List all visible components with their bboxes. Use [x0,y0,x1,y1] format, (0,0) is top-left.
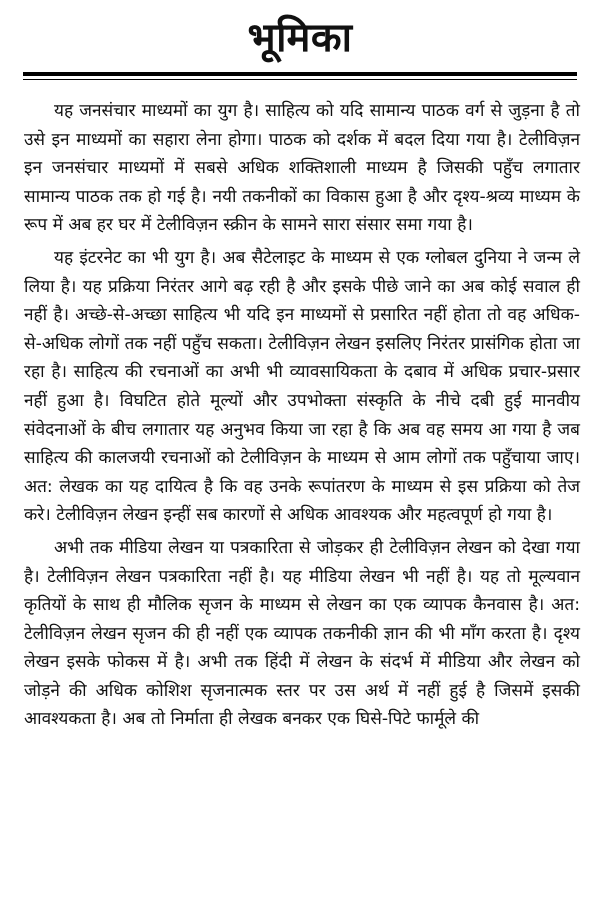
paragraph-3: अभी तक मीडिया लेखन या पत्रकारिता से जोड़कर ही टेलीविज़न लेखन को देखा गया है। टेलीविज़न लेखन पत्रकारिता नहीं है। यह मीडिया लेखन भी नहीं है। यह तो मूल्यवान कृतियों के साथ ही मौलिक सृजन के माध्यम से लेखन का एक व्यापक कैनवास है। अत: टेलीविज़न लेखन सृजन की ही नहीं एक व्यापक तकनीकी ज्ञान की भी माँग करता है। दृश्य लेखन इसके फोकस में है। अभी तक हिंदी में लेखन के संदर्भ में मीडिया और लेखन को जोड़ने की अधिक कोशिश सृजनात्मक स्तर पर उस अर्थ में नहीं हुई है जिसमें इसकी आवश्यकता है। अब तो निर्माता ही लेखक बनकर एक घिसे-पिटे फार्मूले की [24,537,580,730]
title-rule-thick [23,72,577,76]
paragraph-1: यह जनसंचार माध्यमों का युग है। साहित्य को यदि सामान्य पाठक वर्ग से जुड़ना है तो उसे इन माध्यमों का सहारा लेना होगा। पाठक को दर्शक में बदल दिया गया है। टेलीविज़न इन जनसंचार माध्यमों में सबसे अधिक शक्तिशाली माध्यम है जिसकी पहुँच लगातार सामान्य पाठक तक हो गई है। नयी तकनीकों का विकास हुआ है और दृश्य-श्रव्य माध्यम के रूप में अब हर घर में टेलीविज़न स्क्रीन के सामने सारा संसार समा गया है। [24,101,580,236]
paragraph-2: यह इंटरनेट का भी युग है। अब सैटेलाइट के माध्यम से एक ग्लोबल दुनिया ने जन्म ले लिया है। यह प्रक्रिया निरंतर आगे बढ़ रही है और इसके पीछे जाने का अब कोई सवाल ही नहीं है। अच्छे-से-अच्छा साहित्य भी यदि इन माध्यमों से प्रसारित नहीं होता तो वह अधिक-से-अधिक लोगों तक नहीं पहुँच सकता। टेलीविज़न लेखन इसलिए निरंतर प्रासंगिक होता जा रहा है। साहित्य की रचनाओं का अभी भी व्यावसायिकता के दबाव में अधिक प्रचार-प्रसार नहीं हुआ है। विघटित होते मूल्यों और उपभोक्ता संस्कृति के नीचे दबी हुई मानवीय संवेदनाओं के बीच लगातार यह अनुभव किया जा रहा है कि अब वह समय आ गया है जब साहित्य की कालजयी रचनाओं को टेलीविज़न के माध्यम से आम लोगों तक पहुँचाया जाए। अत: लेखक का यह दायित्व है कि वह उनके रूपांतरण के माध्यम से इस प्रक्रिया को तेज करे। टेलीविज़न लेखन इन्हीं सब कारणों से अधिक आवश्यक और महत्वपूर्ण हो गया है। [24,247,580,526]
title-rule-thin [23,79,577,80]
page-title: भूमिका [247,15,353,61]
body-text [24,97,580,734]
